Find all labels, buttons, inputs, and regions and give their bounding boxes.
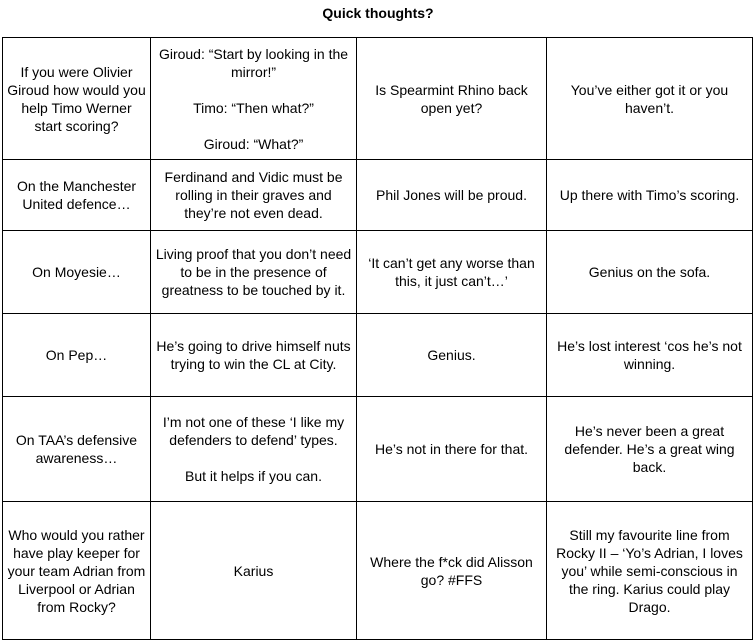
answer-cell <box>547 231 753 314</box>
table-row <box>3 314 753 397</box>
answer-cell <box>357 314 547 397</box>
table-row <box>3 397 753 502</box>
answer-text: Living proof that you don’t need to be in the presence of greatness to be touched by it. <box>155 246 352 298</box>
answer-cell <box>547 38 753 160</box>
question-text: On TAA’s defensive awareness… <box>15 432 138 466</box>
answer-cell <box>357 160 547 231</box>
answer-text: He’s not in there for that. <box>374 441 529 457</box>
answer-text: Ferdinand and Vidic must be rolling in their graves and they’re not even dead. <box>164 169 343 221</box>
question-cell <box>3 160 151 231</box>
question-cell <box>3 38 151 160</box>
answer-cell <box>547 314 753 397</box>
question-cell <box>3 502 151 640</box>
question-text: If you were Olivier Giroud how would you help Timo Werner start scoring? <box>7 63 146 134</box>
answer-cell <box>357 502 547 640</box>
answer-text: Still my favourite line from Rocky II – ‘Yo’s Adrian, I loves you’ while semi-conscious in the ring. Karius could play Drago. <box>556 526 743 615</box>
answer-text: ‘It can’t get any worse than this, it just can’t…’ <box>368 255 535 289</box>
question-cell <box>3 231 151 314</box>
answer-text: Where the f*ck did Alisson go? #FFS <box>370 553 533 588</box>
answer-text: Giroud: “Start by looking in the mirror!” Timo: “Then what?” Giroud: “What?” <box>158 45 349 152</box>
quick-thoughts-table <box>2 37 753 640</box>
table-row <box>3 160 753 231</box>
answer-text: He’s going to drive himself nuts trying to win the CL at City. <box>156 338 351 372</box>
answer-cell <box>151 502 357 640</box>
answer-cell <box>151 314 357 397</box>
question-text: Who would you rather have play keeper for your team Adrian from Liverpool or Adrian from Rocky? <box>7 526 146 615</box>
answer-text: Genius on the sofa. <box>588 264 711 280</box>
answer-text: I’m not one of these ‘I like my defenders to defend’ types. But it helps if you can. <box>162 414 345 484</box>
answer-cell <box>547 502 753 640</box>
answer-text: Phil Jones will be proud. <box>376 187 527 203</box>
answer-cell <box>547 397 753 502</box>
answer-text: Karius <box>233 562 274 579</box>
question-cell <box>3 397 151 502</box>
answer-cell <box>547 160 753 231</box>
answer-text: You’ve either got it or you haven’t. <box>570 81 729 116</box>
question-cell <box>3 314 151 397</box>
question-text: On the Manchester United defence… <box>16 178 137 212</box>
answer-text: He’s lost interest ‘cos he’s not winning. <box>557 338 742 372</box>
answer-text: Up there with Timo’s scoring. <box>559 187 740 203</box>
table-row <box>3 231 753 314</box>
question-text: On Moyesie… <box>32 264 121 280</box>
question-text: On Pep… <box>45 347 108 363</box>
page-title: Quick thoughts? <box>322 5 434 21</box>
answer-cell <box>151 397 357 502</box>
answer-cell <box>357 38 547 160</box>
answer-cell <box>151 160 357 231</box>
answer-text: Is Spearmint Rhino back open yet? <box>375 81 528 116</box>
answer-cell <box>151 38 357 160</box>
answer-text: He’s never been a great defender. He’s a great wing back. <box>564 423 735 475</box>
table-row <box>3 38 753 160</box>
answer-cell <box>357 397 547 502</box>
answer-cell <box>357 231 547 314</box>
answer-text: Genius. <box>427 347 476 363</box>
table-row <box>3 502 753 640</box>
answer-cell <box>151 231 357 314</box>
